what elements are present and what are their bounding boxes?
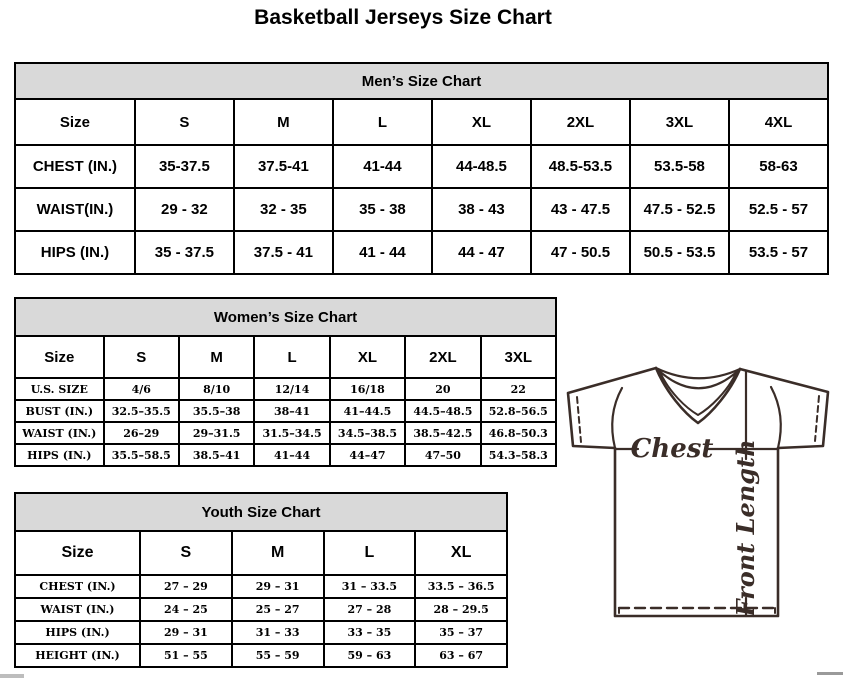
table-cell: 44.5–48.5 — [405, 400, 480, 422]
table-cell: 35.5–58.5 — [104, 444, 179, 466]
column-header: 3XL — [481, 336, 556, 378]
table-row — [15, 444, 556, 466]
column-header: XL — [330, 336, 405, 378]
table-cell: 24 – 25 — [140, 598, 232, 621]
table-cell: 35 – 37 — [415, 621, 507, 644]
table-cell: 20 — [405, 378, 480, 400]
mens-size-chart-title: Men’s Size Chart — [14, 62, 829, 100]
row-label: U.S. SIZE — [15, 378, 104, 400]
table-cell: 27 – 28 — [324, 598, 416, 621]
table-cell: 47.5 - 52.5 — [630, 188, 729, 231]
youth-size-chart-table — [14, 530, 508, 668]
table-row — [15, 145, 828, 188]
column-header: S — [135, 99, 234, 145]
table-cell: 54.3–58.3 — [481, 444, 556, 466]
table-cell: 29–31.5 — [179, 422, 254, 444]
table-cell: 52.8–56.5 — [481, 400, 556, 422]
table-cell: 44 - 47 — [432, 231, 531, 274]
table-cell: 53.5 - 57 — [729, 231, 828, 274]
womens-size-chart-table — [14, 335, 557, 467]
table-cell: 28 – 29.5 — [415, 598, 507, 621]
table-cell: 41 - 44 — [333, 231, 432, 274]
table-row — [15, 598, 507, 621]
row-label: HIPS (IN.) — [15, 231, 135, 274]
table-row — [15, 188, 828, 231]
table-cell: 58-63 — [729, 145, 828, 188]
column-header: L — [254, 336, 329, 378]
row-label: CHEST (IN.) — [15, 145, 135, 188]
table-row — [15, 621, 507, 644]
youth-size-chart — [14, 492, 508, 668]
table-cell: 29 - 32 — [135, 188, 234, 231]
table-cell: 29 – 31 — [140, 621, 232, 644]
table-cell: 31 – 33.5 — [324, 575, 416, 598]
jersey-left-cuff-dashed-seam — [577, 397, 581, 442]
column-header: 4XL — [729, 99, 828, 145]
table-cell: 35 - 38 — [333, 188, 432, 231]
corner-header: Size — [15, 99, 135, 145]
row-label: CHEST (IN.) — [15, 575, 140, 598]
horizontal-scrollbar-fragment-right[interactable] — [817, 672, 843, 675]
youth-size-chart-title: Youth Size Chart — [14, 492, 508, 532]
jersey-left-armhole-seam — [612, 388, 622, 448]
table-row — [15, 400, 556, 422]
womens-size-chart — [14, 297, 557, 467]
column-header: L — [324, 531, 416, 575]
jersey-collar-opening — [656, 368, 740, 378]
table-cell: 41–44.5 — [330, 400, 405, 422]
jersey-diagram — [556, 360, 842, 662]
mens-size-chart-table — [14, 98, 829, 275]
table-cell: 38.5–41 — [179, 444, 254, 466]
table-row — [15, 422, 556, 444]
table-row — [15, 644, 507, 667]
table-cell: 26–29 — [104, 422, 179, 444]
table-cell: 38 - 43 — [432, 188, 531, 231]
table-cell: 51 – 55 — [140, 644, 232, 667]
table-cell: 4/6 — [104, 378, 179, 400]
column-header: 3XL — [630, 99, 729, 145]
table-cell: 33 – 35 — [324, 621, 416, 644]
table-cell: 50.5 - 53.5 — [630, 231, 729, 274]
table-cell: 46.8–50.3 — [481, 422, 556, 444]
column-header: S — [104, 336, 179, 378]
table-cell: 35.5–38 — [179, 400, 254, 422]
row-label: HEIGHT (IN.) — [15, 644, 140, 667]
womens-size-chart-title: Women’s Size Chart — [14, 297, 557, 337]
table-cell: 37.5 - 41 — [234, 231, 333, 274]
table-cell: 33.5 – 36.5 — [415, 575, 507, 598]
table-cell: 43 - 47.5 — [531, 188, 630, 231]
column-header: XL — [432, 99, 531, 145]
horizontal-scrollbar-fragment-left[interactable] — [0, 674, 24, 678]
corner-header: Size — [15, 336, 104, 378]
table-cell: 38–41 — [254, 400, 329, 422]
table-cell: 48.5-53.5 — [531, 145, 630, 188]
table-cell: 12/14 — [254, 378, 329, 400]
header-row — [15, 99, 828, 145]
table-cell: 47–50 — [405, 444, 480, 466]
column-header: L — [333, 99, 432, 145]
table-cell: 41–44 — [254, 444, 329, 466]
column-header: S — [140, 531, 232, 575]
table-cell: 35-37.5 — [135, 145, 234, 188]
column-header: M — [232, 531, 324, 575]
table-cell: 27 – 29 — [140, 575, 232, 598]
table-cell: 31.5–34.5 — [254, 422, 329, 444]
table-cell: 29 – 31 — [232, 575, 324, 598]
table-cell: 47 - 50.5 — [531, 231, 630, 274]
table-cell: 8/10 — [179, 378, 254, 400]
table-cell: 22 — [481, 378, 556, 400]
table-cell: 44–47 — [330, 444, 405, 466]
column-header: M — [179, 336, 254, 378]
mens-size-chart — [14, 62, 829, 275]
table-cell: 44-48.5 — [432, 145, 531, 188]
page-title: Basketball Jerseys Size Chart — [254, 6, 552, 29]
row-label: HIPS (IN.) — [15, 621, 140, 644]
corner-header: Size — [15, 531, 140, 575]
table-cell: 16/18 — [330, 378, 405, 400]
chest-label: Chest — [630, 434, 714, 464]
row-label: WAIST (IN.) — [15, 598, 140, 621]
jersey-right-armhole-seam — [771, 387, 781, 448]
table-cell: 55 – 59 — [232, 644, 324, 667]
header-row — [15, 531, 507, 575]
row-label: WAIST(IN.) — [15, 188, 135, 231]
table-row — [15, 575, 507, 598]
header-row — [15, 336, 556, 378]
front-length-label: Front Length — [731, 439, 760, 617]
row-label: WAIST (IN.) — [15, 422, 104, 444]
column-header: XL — [415, 531, 507, 575]
table-cell: 34.5–38.5 — [330, 422, 405, 444]
row-label: HIPS (IN.) — [15, 444, 104, 466]
table-cell: 41-44 — [333, 145, 432, 188]
column-header: M — [234, 99, 333, 145]
table-row — [15, 378, 556, 400]
row-label: BUST (IN.) — [15, 400, 104, 422]
table-cell: 59 – 63 — [324, 644, 416, 667]
table-cell: 35 - 37.5 — [135, 231, 234, 274]
table-cell: 53.5-58 — [630, 145, 729, 188]
table-cell: 63 – 67 — [415, 644, 507, 667]
table-cell: 31 – 33 — [232, 621, 324, 644]
table-cell: 37.5-41 — [234, 145, 333, 188]
column-header: 2XL — [405, 336, 480, 378]
table-cell: 32.5–35.5 — [104, 400, 179, 422]
table-cell: 52.5 - 57 — [729, 188, 828, 231]
jersey-right-cuff-dashed-seam — [815, 396, 819, 441]
table-cell: 38.5–42.5 — [405, 422, 480, 444]
table-cell: 25 – 27 — [232, 598, 324, 621]
table-row — [15, 231, 828, 274]
column-header: 2XL — [531, 99, 630, 145]
table-cell: 32 - 35 — [234, 188, 333, 231]
